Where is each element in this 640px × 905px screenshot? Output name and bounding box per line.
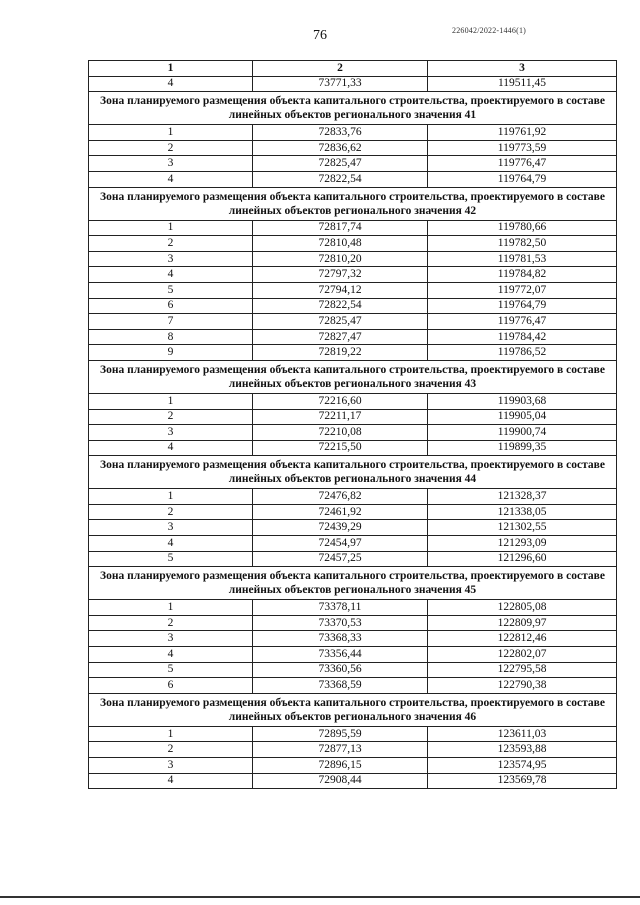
point-number: 2 <box>89 236 253 252</box>
coordinate-x: 72819,22 <box>253 345 428 361</box>
table-row <box>89 758 617 774</box>
coordinate-y: 119772,07 <box>428 282 617 298</box>
zone-heading-row <box>89 456 617 489</box>
table-row <box>89 267 617 283</box>
point-number: 3 <box>89 425 253 441</box>
table-row <box>89 282 617 298</box>
coordinate-y: 119781,53 <box>428 251 617 267</box>
table-row <box>89 425 617 441</box>
coordinate-y: 119761,92 <box>428 125 617 141</box>
coordinate-x: 73368,59 <box>253 678 428 694</box>
table-row <box>89 76 617 92</box>
table-row <box>89 345 617 361</box>
table-row <box>89 647 617 663</box>
coordinate-y: 123569,78 <box>428 773 617 789</box>
coordinate-x: 72476,82 <box>253 489 428 505</box>
point-number: 3 <box>89 758 253 774</box>
table-row <box>89 251 617 267</box>
table-row <box>89 631 617 647</box>
coordinate-x: 73360,56 <box>253 662 428 678</box>
coordinate-y: 119780,66 <box>428 220 617 236</box>
coordinate-x: 72833,76 <box>253 125 428 141</box>
coordinate-x: 73378,11 <box>253 600 428 616</box>
coordinate-y: 119786,52 <box>428 345 617 361</box>
point-number: 1 <box>89 393 253 409</box>
table-row <box>89 140 617 156</box>
table-row <box>89 536 617 552</box>
coordinate-y: 119511,45 <box>428 76 617 92</box>
point-number: 1 <box>89 489 253 505</box>
table-row <box>89 298 617 314</box>
table-row <box>89 520 617 536</box>
point-number: 5 <box>89 282 253 298</box>
zone-heading-row <box>89 567 617 600</box>
coordinate-x: 72457,25 <box>253 551 428 567</box>
coordinate-x: 73368,33 <box>253 631 428 647</box>
coordinate-y: 119784,42 <box>428 329 617 345</box>
point-number: 6 <box>89 298 253 314</box>
zone-title: Зона планируемого размещения объекта капитального строительства, проектируемого в составе линейных объектов регионального значения 44 <box>89 456 617 489</box>
coordinate-x: 72825,47 <box>253 314 428 330</box>
table-row <box>89 171 617 187</box>
coordinate-x: 72895,59 <box>253 726 428 742</box>
document-code: 226042/2022-1446(1) <box>452 26 527 35</box>
point-number: 4 <box>89 773 253 789</box>
coordinate-y: 122805,08 <box>428 600 617 616</box>
coordinate-y: 122795,58 <box>428 662 617 678</box>
point-number: 2 <box>89 742 253 758</box>
point-number: 2 <box>89 615 253 631</box>
coordinate-x: 73370,53 <box>253 615 428 631</box>
coordinate-y: 119900,74 <box>428 425 617 441</box>
table-row <box>89 156 617 172</box>
zone-heading-row <box>89 360 617 393</box>
coordinate-y: 119773,59 <box>428 140 617 156</box>
coordinate-y: 119899,35 <box>428 440 617 456</box>
point-number: 2 <box>89 504 253 520</box>
point-number: 5 <box>89 551 253 567</box>
coordinate-y: 119776,47 <box>428 314 617 330</box>
table-row <box>89 773 617 789</box>
coordinate-y: 123574,95 <box>428 758 617 774</box>
coordinate-y: 121338,05 <box>428 504 617 520</box>
table-row <box>89 329 617 345</box>
coordinate-x: 72211,17 <box>253 409 428 425</box>
point-number: 4 <box>89 647 253 663</box>
zone-heading-row <box>89 92 617 125</box>
coordinate-x: 72810,20 <box>253 251 428 267</box>
point-number: 1 <box>89 600 253 616</box>
coordinate-x: 72817,74 <box>253 220 428 236</box>
point-number: 3 <box>89 251 253 267</box>
table-row <box>89 726 617 742</box>
table-row <box>89 236 617 252</box>
coordinate-x: 72825,47 <box>253 156 428 172</box>
table-row <box>89 314 617 330</box>
bottom-scan-rule <box>0 896 640 898</box>
table-row <box>89 504 617 520</box>
coordinate-y: 119776,47 <box>428 156 617 172</box>
coordinate-y: 123611,03 <box>428 726 617 742</box>
zone-title: Зона планируемого размещения объекта капитального строительства, проектируемого в составе линейных объектов регионального значения 45 <box>89 567 617 600</box>
column-header-2: 2 <box>253 61 428 77</box>
coordinate-y: 119903,68 <box>428 393 617 409</box>
coordinate-x: 72908,44 <box>253 773 428 789</box>
coordinate-x: 72797,32 <box>253 267 428 283</box>
column-header-1: 1 <box>89 61 253 77</box>
point-number: 1 <box>89 726 253 742</box>
table-row <box>89 220 617 236</box>
table-row <box>89 678 617 694</box>
point-number: 2 <box>89 409 253 425</box>
table-row <box>89 742 617 758</box>
coordinate-x: 72454,97 <box>253 536 428 552</box>
coordinate-x: 72836,62 <box>253 140 428 156</box>
zone-title: Зона планируемого размещения объекта капитального строительства, проектируемого в составе линейных объектов регионального значения 46 <box>89 693 617 726</box>
coordinate-y: 123593,88 <box>428 742 617 758</box>
point-number: 4 <box>89 536 253 552</box>
coordinate-x: 72822,54 <box>253 298 428 314</box>
column-header-3: 3 <box>428 61 617 77</box>
table-row <box>89 662 617 678</box>
point-number: 9 <box>89 345 253 361</box>
coordinate-y: 119764,79 <box>428 171 617 187</box>
zone-title: Зона планируемого размещения объекта капитального строительства, проектируемого в составе линейных объектов регионального значения 42 <box>89 187 617 220</box>
coordinate-x: 72822,54 <box>253 171 428 187</box>
point-number: 3 <box>89 520 253 536</box>
coordinate-x: 72810,48 <box>253 236 428 252</box>
coordinate-y: 121302,55 <box>428 520 617 536</box>
coordinate-x: 72439,29 <box>253 520 428 536</box>
table-row <box>89 489 617 505</box>
zone-heading-row <box>89 693 617 726</box>
table-row <box>89 600 617 616</box>
zone-heading-row <box>89 187 617 220</box>
table-row <box>89 615 617 631</box>
table-row <box>89 409 617 425</box>
point-number: 3 <box>89 631 253 647</box>
coordinates-table <box>88 60 617 789</box>
coordinate-y: 122790,38 <box>428 678 617 694</box>
coordinate-x: 72794,12 <box>253 282 428 298</box>
coordinate-x: 72210,08 <box>253 425 428 441</box>
point-number: 5 <box>89 662 253 678</box>
coordinate-x: 72827,47 <box>253 329 428 345</box>
point-number: 6 <box>89 678 253 694</box>
coordinate-x: 72461,92 <box>253 504 428 520</box>
page-number: 76 <box>313 28 327 43</box>
point-number: 8 <box>89 329 253 345</box>
coordinate-y: 119764,79 <box>428 298 617 314</box>
coordinate-y: 121296,60 <box>428 551 617 567</box>
coordinate-y: 119782,50 <box>428 236 617 252</box>
coordinate-x: 72215,50 <box>253 440 428 456</box>
point-number: 1 <box>89 125 253 141</box>
table-header-row <box>89 61 617 77</box>
coordinate-y: 122802,07 <box>428 647 617 663</box>
zone-title: Зона планируемого размещения объекта капитального строительства, проектируемого в составе линейных объектов регионального значения 41 <box>89 92 617 125</box>
coordinate-x: 72896,15 <box>253 758 428 774</box>
coordinate-x: 72877,13 <box>253 742 428 758</box>
point-number: 4 <box>89 76 253 92</box>
coordinate-x: 72216,60 <box>253 393 428 409</box>
coordinate-x: 73356,44 <box>253 647 428 663</box>
point-number: 4 <box>89 267 253 283</box>
coordinate-x: 73771,33 <box>253 76 428 92</box>
point-number: 4 <box>89 171 253 187</box>
point-number: 4 <box>89 440 253 456</box>
table-row <box>89 440 617 456</box>
point-number: 3 <box>89 156 253 172</box>
zone-title: Зона планируемого размещения объекта капитального строительства, проектируемого в составе линейных объектов регионального значения 43 <box>89 360 617 393</box>
point-number: 1 <box>89 220 253 236</box>
point-number: 2 <box>89 140 253 156</box>
table-row <box>89 551 617 567</box>
table-body <box>89 76 617 789</box>
coordinate-y: 119784,82 <box>428 267 617 283</box>
coordinate-y: 122809,97 <box>428 615 617 631</box>
coordinate-y: 121328,37 <box>428 489 617 505</box>
coordinate-y: 121293,09 <box>428 536 617 552</box>
table-row <box>89 125 617 141</box>
point-number: 7 <box>89 314 253 330</box>
coordinate-y: 119905,04 <box>428 409 617 425</box>
table-row <box>89 393 617 409</box>
coordinate-y: 122812,46 <box>428 631 617 647</box>
